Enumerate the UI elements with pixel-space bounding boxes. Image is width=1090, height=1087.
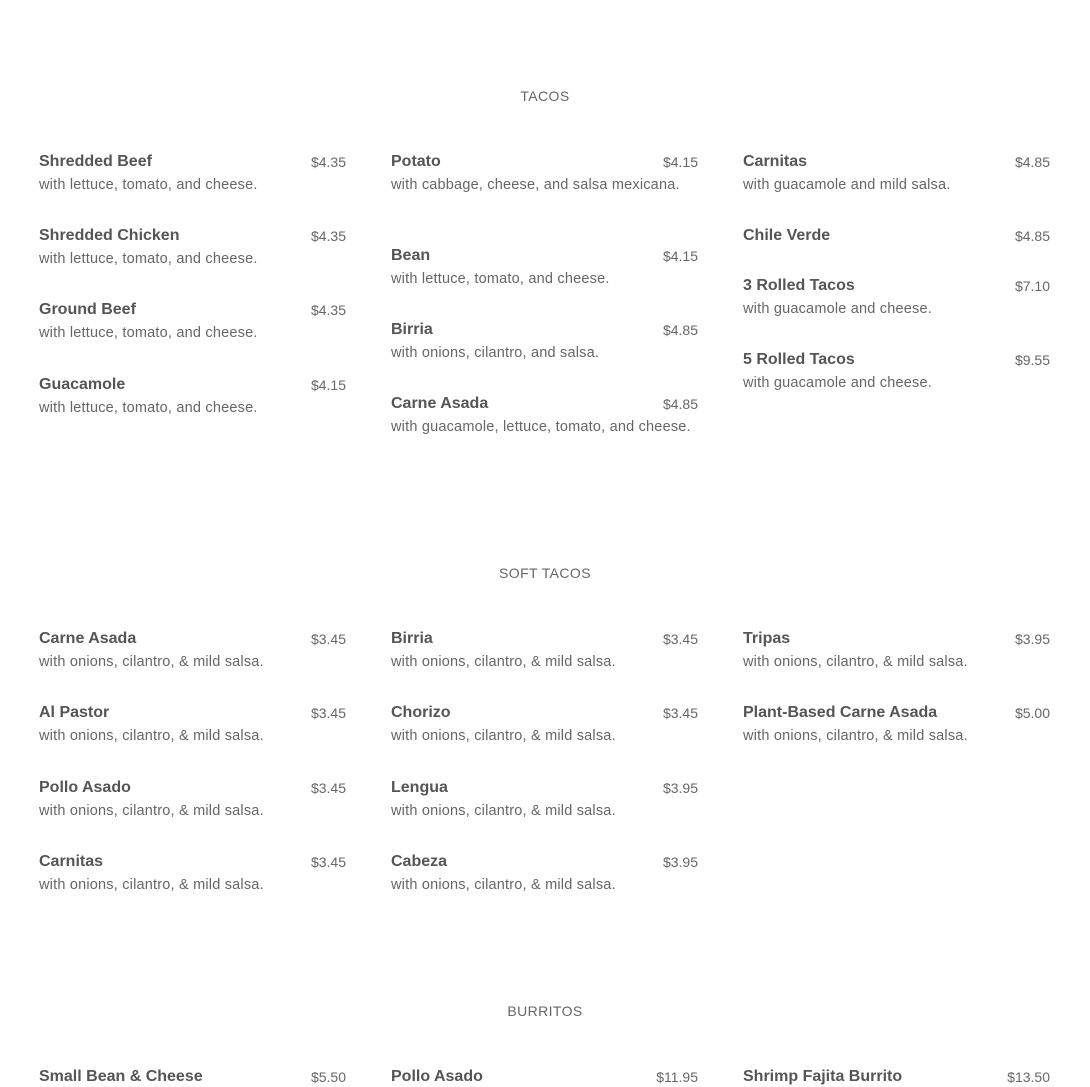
menu-item: [39, 629, 346, 673]
menu-item: [39, 703, 346, 747]
item-name: 5 Rolled Tacos: [743, 351, 855, 368]
item-description: with cabbage, cheese, and salsa mexicana.: [391, 177, 680, 193]
item-price: $3.45: [662, 705, 698, 721]
menu-item: [391, 852, 698, 896]
item-price: $3.45: [310, 854, 346, 870]
item-description: with onions, cilantro, and salsa.: [391, 345, 600, 361]
item-price: $4.35: [310, 302, 346, 318]
item-price: $4.35: [310, 154, 346, 170]
item-price: $3.45: [662, 631, 698, 647]
item-description: with lettuce, tomato, and cheese.: [39, 251, 258, 267]
item-price: $4.15: [310, 377, 346, 393]
item-name: Bean: [391, 247, 431, 264]
item-name: Guacamole: [39, 376, 126, 393]
menu-item: [391, 629, 698, 673]
menu-item: [391, 778, 698, 822]
item-price: $4.35: [310, 228, 346, 244]
item-name: Cabeza: [391, 853, 448, 870]
menu-item: [39, 300, 346, 344]
item-price: $3.95: [662, 854, 698, 870]
item-name: Ground Beef: [39, 301, 136, 318]
item-name: Lengua: [391, 779, 448, 796]
item-name: 3 Rolled Tacos: [743, 277, 855, 294]
item-description: with guacamole and cheese.: [743, 301, 932, 317]
item-name: Carne Asada: [391, 395, 489, 412]
menu-item: [391, 703, 698, 747]
item-name: Carne Asada: [39, 630, 137, 647]
item-description: with onions, cilantro, & mild salsa.: [391, 728, 616, 744]
menu-item: [391, 1067, 698, 1087]
item-price: $5.50: [310, 1069, 346, 1085]
item-name: Carnitas: [39, 853, 104, 870]
item-price: $3.45: [310, 780, 346, 796]
item-description: with lettuce, tomato, and cheese.: [39, 400, 258, 416]
menu-item: [39, 152, 346, 196]
item-description: with onions, cilantro, & mild salsa.: [391, 803, 616, 819]
item-name: Chorizo: [391, 704, 451, 721]
menu-item: [391, 394, 698, 438]
menu-item: [391, 320, 698, 364]
item-description: with guacamole, lettuce, tomato, and cheese.: [391, 419, 691, 435]
section-title-soft-tacos: SOFT TACOS: [499, 565, 591, 581]
item-price: $4.15: [662, 154, 698, 170]
menu-item: [39, 375, 346, 419]
item-name: Potato: [391, 153, 441, 170]
item-description: with onions, cilantro, & mild salsa.: [39, 728, 264, 744]
menu-item: [39, 1067, 346, 1087]
item-description: with onions, cilantro, & mild salsa.: [39, 803, 264, 819]
item-name: Pollo Asado: [39, 779, 131, 796]
item-name: Tripas: [743, 630, 791, 647]
menu-item: [743, 629, 1050, 673]
item-description: with onions, cilantro, & mild salsa.: [39, 654, 264, 670]
item-name: Birria: [391, 321, 433, 338]
item-price: $3.95: [662, 780, 698, 796]
section-title-tacos: TACOS: [520, 88, 570, 104]
menu-item: [391, 246, 698, 290]
menu-item: [743, 152, 1050, 196]
item-name: Chile Verde: [743, 227, 831, 244]
item-name: Plant-Based Carne Asada: [743, 704, 938, 721]
menu-item: [391, 152, 698, 196]
item-description: with onions, cilantro, & mild salsa.: [743, 728, 968, 744]
item-name: Carnitas: [743, 153, 808, 170]
item-description: with lettuce, tomato, and cheese.: [391, 271, 610, 287]
item-name: Al Pastor: [39, 704, 110, 721]
item-price: $13.50: [1007, 1069, 1050, 1085]
section-title-burritos: BURRITOS: [507, 1003, 583, 1019]
item-description: with lettuce, tomato, and cheese.: [39, 177, 258, 193]
item-price: $7.10: [1014, 278, 1050, 294]
item-name: Shredded Beef: [39, 153, 152, 170]
menu-item: [39, 226, 346, 270]
item-description: with lettuce, tomato, and cheese.: [39, 325, 258, 341]
item-name: Small Bean & Cheese: [39, 1068, 203, 1085]
item-price: $5.00: [1014, 705, 1050, 721]
item-description: with guacamole and mild salsa.: [743, 177, 951, 193]
item-price: $9.55: [1014, 352, 1050, 368]
item-description: with onions, cilantro, & mild salsa.: [391, 877, 616, 893]
item-price: $3.95: [1014, 631, 1050, 647]
item-price: $11.95: [656, 1069, 698, 1085]
item-price: $4.85: [1014, 228, 1050, 244]
menu-item: [743, 226, 1050, 246]
item-description: with onions, cilantro, & mild salsa.: [391, 654, 616, 670]
item-description: with guacamole and cheese.: [743, 375, 932, 391]
item-description: with onions, cilantro, & mild salsa.: [39, 877, 264, 893]
item-name: Birria: [391, 630, 433, 647]
item-price: $4.85: [662, 396, 698, 412]
menu-item: [743, 350, 1050, 394]
item-name: Shredded Chicken: [39, 227, 180, 244]
item-name: Pollo Asado: [391, 1068, 483, 1085]
item-price: $4.85: [662, 322, 698, 338]
item-price: $3.45: [310, 631, 346, 647]
item-name: Shrimp Fajita Burrito: [743, 1068, 903, 1085]
menu-item: [39, 778, 346, 822]
item-price: $4.85: [1014, 154, 1050, 170]
menu-item: [743, 703, 1050, 747]
menu-item: [743, 276, 1050, 320]
item-description: with onions, cilantro, & mild salsa.: [743, 654, 968, 670]
item-price: $4.15: [662, 248, 698, 264]
item-price: $3.45: [310, 705, 346, 721]
menu-item: [39, 852, 346, 896]
menu-item: [743, 1067, 1050, 1087]
